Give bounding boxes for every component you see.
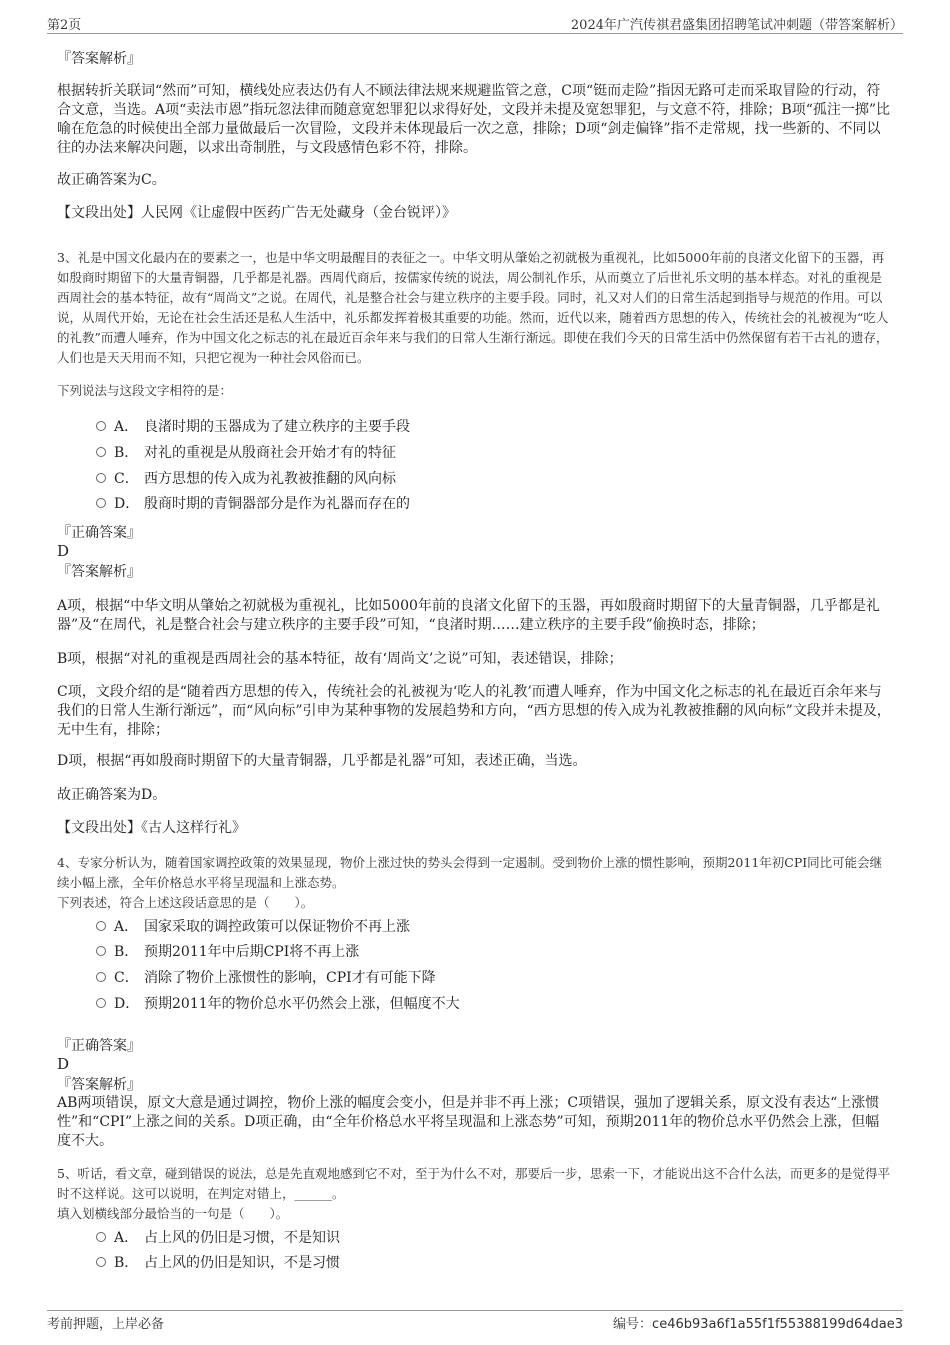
q3-answer: D <box>57 542 70 560</box>
q4-analysis-text: AB两项错误，原文大意是通过调控，物价上涨的幅度会变小，但是并非不再上涨；C项错误，强加了逻辑关系，原文没有表达“上涨惯性”和“CPI”上涨之间的关系。D项正确，由“全年价格总水平将呈现温和上涨态势”可知，预期2011年的物价总水平仍然会上涨，但幅度不大。 <box>57 1095 880 1149</box>
document-code <box>613 1313 903 1332</box>
q4-option-a[interactable]: A． 国家采取的调控政策可以保证物价不再上涨 <box>96 917 410 937</box>
q2-analysis-label: 『答案解析』 <box>57 51 141 67</box>
header-divider <box>47 33 903 34</box>
radio-icon[interactable] <box>96 1232 106 1242</box>
q3-option-b[interactable]: B． 对礼的重视是从殷商社会开始才有的特征 <box>96 443 396 463</box>
code-label: 编号： <box>613 1317 653 1332</box>
footer-slogan: 考前押题，上岸必备 <box>47 1317 165 1332</box>
radio-icon[interactable] <box>96 921 106 931</box>
q3-conclusion: 故正确答案为D。 <box>57 787 167 803</box>
q4-answer-label: 『正确答案』 <box>57 1038 141 1054</box>
q3-answer-label: 『正确答案』 <box>57 525 141 541</box>
document-title: 2024年广汽传祺君盛集团招聘笔试冲刺题（带答案解析） <box>570 18 903 33</box>
q2-conclusion: 故正确答案为C。 <box>57 172 166 188</box>
q3-stem: 3、礼是中国文化最内在的要素之一，也是中华文明最醒目的表征之一。中华文明从肇始之初就极为重视礼，比如5000年前的良渚文化留下的玉器，再如殷商时期留下的大量青铜器，几乎都是礼器。西周代商后，按儒家传统的说法，周公制礼作乐，从而奠立了后世礼乐文明的基本样态。对礼的重视是西周社会的基本特征，故有“周尚文”之说。在周代，礼是整合社会与建立秩序的主要手段。同时，礼又对人们的日常生活起到指导与规范的作用。可以说，从周代开始，无论在社会生活还是私人生活中，礼乐都发挥着极其重要的功能。然而，近代以来，随着西方思想的传入，传统社会的礼被视为“吃人的礼教”而遭人唾弃，作为中国文化之标志的礼在最近百余年来与我们的日常人生渐行渐远。即使在我们今天的日常生活中仍然保留有若干古礼的遗存，人们也是天天用而不知，只把它视为一种社会风俗而已。 <box>57 250 889 365</box>
radio-icon[interactable] <box>96 498 106 508</box>
q3-analysis-d: D项，根据“再如殷商时期留下的大量青铜器，几乎都是礼器”可知，表述正确，当选。 <box>57 753 587 769</box>
q4-prompt: 下列表述，符合上述这段话意思的是（ ）。 <box>57 895 314 910</box>
q3-analysis-a: A项，根据“中华文明从肇始之初就极为重视礼，比如5000年前的良渚文化留下的玉器，再如殷商时期留下的大量青铜器，几乎都是礼器”及“在周代，礼是整合社会与建立秩序的主要手段”可知，“良渚时期……建立秩序的主要手段”偷换时态，排除； <box>57 598 880 633</box>
footer-divider <box>47 1310 903 1311</box>
q4-option-d[interactable]: D． 预期2011年的物价总水平仍然会上涨，但幅度不大 <box>96 994 460 1014</box>
radio-icon[interactable] <box>96 972 106 982</box>
q4-stem: 4、专家分析认为，随着国家调控政策的效果显现，物价上涨过快的势头会得到一定遏制。受到物价上涨的惯性影响，预期2011年初CPI同比可能会继续小幅上涨，全年价格总水平将呈现温和上涨态势。 <box>57 855 883 890</box>
radio-icon[interactable] <box>96 1257 106 1267</box>
radio-icon[interactable] <box>96 473 106 483</box>
q5-option-b[interactable]: B． 占上风的仍旧是知识，不是习惯 <box>96 1253 340 1273</box>
q4-answer: D <box>57 1055 70 1073</box>
radio-icon[interactable] <box>96 447 106 457</box>
radio-icon[interactable] <box>96 421 106 431</box>
q3-analysis-label: 『答案解析』 <box>57 564 141 580</box>
page-header <box>47 14 903 32</box>
q2-analysis-text: 根据转折关联词“然而”可知，横线处应表达仍有人不顾法律法规来规避监管之意，C项“铤而走险”指因无路可走而采取冒险的行动，符合文意，当选。A项“卖法市恩”指玩忽法律而随意宽恕罪犯以求得好处，文段并未提及宽恕罪犯，与文意不符，排除；B项“孤注一掷”比喻在危急的时候使出全部力量做最后一次冒险，文段并未体现最后一次之意，排除；D项“剑走偏锋”指不走常规，找一些新的、不同以往的办法来解决问题，以求出奇制胜，与文段感情色彩不符，排除。 <box>57 83 891 156</box>
q3-analysis-c: C项，文段介绍的是“随着西方思想的传入，传统社会的礼被视为‘吃人的礼教’而遭人唾弃，作为中国文化之标志的礼在最近百余年来与我们的日常人生渐行渐远”，而“风向标”引申为某种事物的发展趋势和方向，“西方思想的传入成为礼教被推翻的风向标”文段并未提及，无中生有，排除； <box>57 684 891 738</box>
code-value: ce46b93a6f1a55f1f55388199d64dae3 <box>652 1317 903 1332</box>
q3-option-a[interactable]: A． 良渚时期的玉器成为了建立秩序的主要手段 <box>96 417 410 437</box>
q3-option-c[interactable]: C． 西方思想的传入成为礼教被推翻的风向标 <box>96 469 396 489</box>
q3-analysis-b: B项，根据“对礼的重视是西周社会的基本特征，故有‘周尚文’之说”可知，表述错误，排除； <box>57 651 623 667</box>
q2-source: 【文段出处】人民网《让虚假中医药广告无处藏身（金台锐评）》 <box>57 205 456 221</box>
q4-analysis-label: 『答案解析』 <box>57 1077 141 1093</box>
radio-icon[interactable] <box>96 946 106 956</box>
q5-prompt: 填入划横线部分最恰当的一句是（ ）。 <box>57 1206 289 1221</box>
q4-option-c[interactable]: C． 消除了物价上涨惯性的影响，CPI才有可能下降 <box>96 968 436 988</box>
q3-prompt: 下列说法与这段文字相符的是： <box>57 383 233 398</box>
q3-source: 【文段出处】《古人这样行礼》 <box>57 820 246 836</box>
page-number: 第2页 <box>47 18 82 33</box>
q3-option-d[interactable]: D． 殷商时期的青铜器部分是作为礼器而存在的 <box>96 494 410 514</box>
radio-icon[interactable] <box>96 998 106 1008</box>
q5-option-a[interactable]: A． 占上风的仍旧是习惯，不是知识 <box>96 1228 340 1248</box>
q4-option-b[interactable]: B． 预期2011年中后期CPI将不再上涨 <box>96 942 359 962</box>
q5-stem: 5、听话，看文章，碰到错误的说法，总是先直观地感到它不对，至于为什么不对，那要后一步，思索一下，才能说出这不合什么法，而更多的是觉得平时不这样说。这可以说明，在判定对错上，______。 <box>57 1166 890 1201</box>
